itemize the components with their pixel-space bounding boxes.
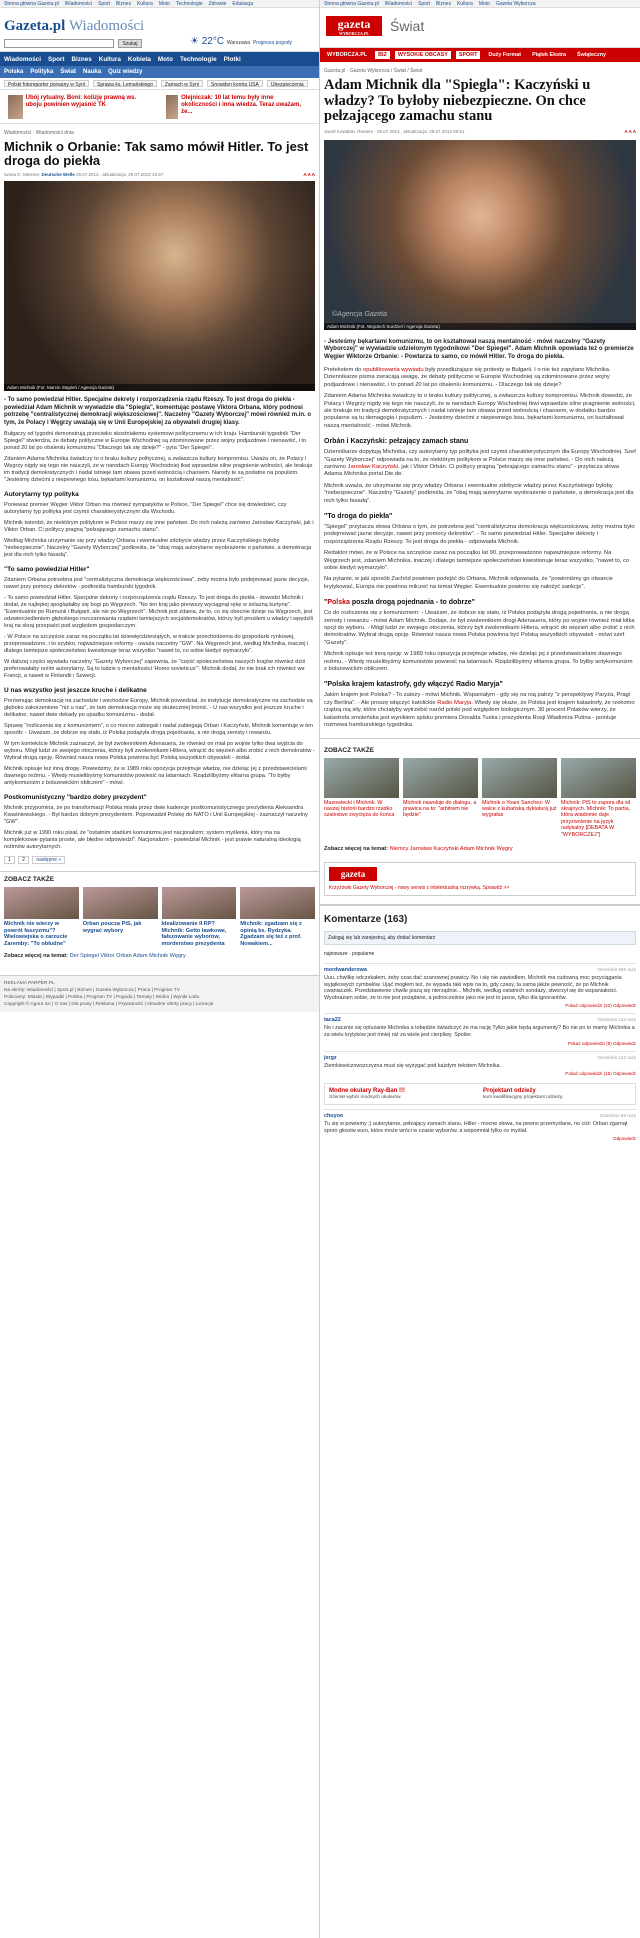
paragraph: Według Michnika utrzymanie się przy władzy Orbana i ewentualne zdobycie władzy przez Kaczyńskiego byłoby "niebezpieczne". Naczelny "Gazety Wyborczej" podkreśla, że "obaj mają autorytarne wyobrażenie o państwie, a demokracja jest dla nich tylko fasadą". — [4, 538, 312, 558]
top-link[interactable]: Biznes — [435, 0, 451, 7]
top-link[interactable]: Moto — [158, 0, 170, 7]
article-photo — [324, 140, 636, 330]
promo-thumbnail — [8, 95, 23, 119]
subheading: U nas wszystko jest jeszcze kruche i delikatne — [4, 687, 147, 694]
top-link[interactable]: Strona główna Gazeta.pl — [324, 0, 379, 7]
ad-box — [324, 1083, 636, 1105]
paragraph: Michnik opisuje też inną drogę. Powiedzmy, że w 1989 roku opozycja przejmuje władzę, nie dzieląc jej z przedstawicielami dawnego reżimu. - Wtedy musielibyśmy komunistów powiesić na latarniach. Rządzilibyśmy elitarna grupa. "To byłby antykomunizm z bolszewickim obliczem" - mówi. — [4, 766, 307, 786]
paragraph: Michnik twierdzi, że niektórym politykom w Polsce marzy się inne państwo. Do nich należą zarówno Jarosław Kaczyński, jak i Viktor Orban. Ci politycy pragną "pełzającego zamachu stanu". — [4, 520, 314, 533]
top-link[interactable]: Kultura — [456, 0, 473, 7]
more-topics — [320, 840, 640, 858]
more-label: Zobacz więcej na temat: — [324, 845, 389, 852]
text: . Wtedy się okaże, że Polska jest krajem katastrofy, że rzekomo rządzą nią siły, które chciałyby wytrzebić naród polski pod względem biologicznym. 30 procent Polaków wierzy, że katastrofa smoleńska jest wynikiem spisku premiera Donalda Tuska i prezydenta Rosji Władimira Putina - pointuje rozmowa hamburskiego tygodnika. — [324, 699, 635, 729]
topic-links[interactable]: Niemcy Jarosław Kaczyński Adam Michnik Węgry — [389, 845, 513, 852]
nav-item[interactable]: SPORT — [456, 51, 481, 59]
crossword-link[interactable]: Krzyżówki Gazety Wyborczej - nowy serwis z intelektualną rozrywką. Sprawdź >> — [329, 884, 510, 891]
nav-item[interactable]: WYSOKIE OBCASY — [395, 51, 451, 59]
promo-thumbnail — [166, 95, 179, 119]
more-topics — [0, 947, 319, 965]
see-also-list — [0, 887, 319, 947]
nav-item[interactable]: Wiadomości — [4, 55, 42, 63]
paragraph: Michnik przypomina, że po transformacji Polska miała przez dwie kadencje postkomunistycznego prezydenta Aleksandra Kwaśniewskiego. - Był bardzo dobrym prezydentem. Poprowadził Polskę do NATO i Unii Europejskiej - zaznaczył naczelny "GW". — [4, 805, 308, 825]
top-link[interactable]: Zdrowie — [208, 0, 227, 7]
paragraph — [320, 365, 640, 391]
inline-link[interactable]: Polska — [327, 599, 350, 607]
breadcrumb[interactable]: Gazeta.pl · Gazeta Wyborcza / Świat / Świat — [324, 68, 423, 74]
see-also-list — [320, 756, 640, 840]
top-link[interactable]: Wiadomości — [64, 0, 92, 7]
subheading: "Polska krajem katastrofy, gdy włączyć Radio Maryja" — [324, 681, 503, 689]
paragraph — [320, 690, 640, 731]
comment-text: No i zacznie się oplużanie Michnika a tobędzie świadczyć że ma rację.Tylko jakie będą argumenty? Bo nie po to mamy Michnika a za wielu krytyków jest mniej niż za wiele jest cierpliwy. Spoiler. — [324, 1025, 635, 1038]
see-also-title[interactable]: Idealizowanie II RP? Michnik: Getto ławkowe, fałszowanie wyborów, morderstwo prezydenta — [161, 921, 227, 947]
more-label: Zobacz więcej na temat: — [4, 953, 69, 959]
paragraph: Porównując demokrację na zachodzie i wschodzie Europy, Michnik powiedział, że instytucje demokratyczne na zachodzie są głęboko zakorzenione "niż u nas", że tam demokracja może się skuteczniej bronić. - U nas wszystko jest jeszcze kruche i delikatne, nawet dwie dekady po upadku komunizmu - dodał. — [4, 698, 313, 718]
see-also-thumb — [324, 758, 399, 798]
wyborcza-nav — [320, 48, 640, 62]
topic-tag[interactable]: Sprawa ks. Lemańskiego — [93, 80, 157, 87]
photo-caption: Adam Michnik (Fot. Marcin Stępień / Agencja Gazeta) — [4, 384, 315, 391]
comment-actions[interactable]: Pokaż odpowiedzi (9) Odpowiedz — [567, 1040, 636, 1046]
subheading: Postkomunistyczny "bardzo dobry prezydent" — [4, 794, 147, 801]
font-size-control[interactable]: A A A — [303, 172, 315, 177]
comment — [324, 1013, 636, 1048]
nav-item[interactable]: Kobieta — [127, 55, 151, 63]
nav-item[interactable]: BIZ — [375, 51, 390, 59]
comment-actions[interactable]: Pokaż odpowiedzi (15) Odpowiedz — [565, 1071, 636, 1077]
nav-item[interactable]: Świąteczny — [576, 52, 607, 58]
see-also-heading: ZOBACZ TAKŻE — [320, 738, 640, 756]
promo-title[interactable]: Olejniczak: 10 lat temu były inne okoliczności i inna wiedza. Teraz uważam, że... — [181, 95, 302, 115]
nav-item[interactable]: Biznes — [71, 55, 92, 63]
paragraph: Redaktor mówi, że w Polsce na szczęście zaraz na początku lat 90. przeprowadzono najważniejsze reformy. Na Węgrzech jest, zdaniem Michnika, inaczej i dlatego tamtejsze społeczeństwo kwestionuje teraz wszystko, "nawet to, co sobie kiedyś wymarzyło". — [324, 550, 630, 572]
next-page[interactable]: następne » — [32, 856, 65, 864]
subheading: "To droga do piekła" — [324, 512, 393, 520]
nav-item[interactable]: Duży Format — [488, 52, 522, 58]
nav-item[interactable]: WYBORCZA.PL — [327, 52, 368, 58]
top-link[interactable]: Edukacja — [232, 0, 253, 7]
paragraph: "Spiegel" przytacza słowa Orbána o tym, że potrzebna jest "centralistyczna demokracja większościowa, żeby można było podejmować jasne decyzje, nawet przy pomocy dekretów". - To samo powiedział Hitler. Specjalne dekrety i rozporządzenia Rządu Rzeszy. To jest droga do piekła - odpowiada Michnik. — [324, 523, 635, 545]
paragraph: Michnik opisuje też inną opcję: w 1989 roku opozycja przejmuje władzę, nie dzieląc jej z przedstawicielami dawnego reżimu. - Wtedy musielibyśmy komunistów powiesić na latarniach. Rządzilibyśmy elitarna grupa. To byłby antykomunizm z bolszewickim obliczem. — [324, 651, 633, 673]
nav-item[interactable]: Kultura — [98, 55, 121, 63]
subheading: Autorytarny typ polityka — [4, 491, 79, 498]
topic-tag[interactable]: Snowden kontra USA — [207, 80, 263, 87]
see-also-item[interactable] — [240, 887, 315, 947]
inline-link[interactable]: Jarosław Kaczyński — [347, 463, 399, 470]
weather-widget[interactable] — [190, 36, 292, 47]
search-button[interactable]: Szukaj — [118, 39, 142, 48]
logo-section: Wiadomości — [69, 18, 145, 34]
see-also-thumb — [403, 758, 478, 798]
page-2[interactable]: 2 — [18, 856, 29, 864]
article-lead: - To samo powiedział Hitler. Specjalne dekrety i rozporządzenia rządu Rzeszy. To jest droga do piekła - powiedział Adam Michnik w wywiadzie dla "Spiegla", komentując postawę Viktora Orbana, który podnosi potrzebę "centralistycznej demokracji większościowej". Naczelny "Gazety Wyborczej" mówi również m.in. o tym, że Polacy i Węgrzy uważają się w Unii Europejskiej za obywateli drugiej klasy. — [4, 397, 312, 426]
topic-tag[interactable]: Ubezpieczenia — [267, 80, 308, 87]
footer-recommended[interactable]: Polecamy: Miasta | Wypadki | Polska | Program TV | Pogoda | Tematy | Wideo | Wyniki Lotto — [4, 995, 200, 1000]
top-link[interactable]: Moto — [478, 0, 490, 7]
right-header — [320, 8, 640, 48]
subheading — [320, 593, 640, 608]
sub-nav — [0, 66, 319, 78]
see-also-item[interactable] — [324, 758, 399, 838]
footer-copyright[interactable]: Copyright © Agora SA | O nas | Dla prasy | Reklama | Prywatność | Aktualne oferty pracy | Licencje — [4, 1002, 214, 1007]
see-also-title[interactable]: Mazowiecki i Michnik. W naszej historii bardzo rzadko szalestwo zwycięża do końca — [324, 799, 395, 819]
right-top-strip — [320, 0, 640, 8]
subheading: "To samo powiedział Hitler" — [4, 566, 90, 573]
article-title: Adam Michnik dla "Spiegla": Kaczyński u władzy? To byłoby niebezpieczne. On chce pełzającego zamachu stanu — [324, 77, 591, 124]
weather-temp: 22°C — [201, 36, 225, 47]
logo-text: gazeta — [337, 17, 371, 31]
paragraph — [320, 447, 640, 481]
author: Iwona D. Metzner, — [4, 172, 41, 177]
see-also-item[interactable] — [561, 758, 636, 838]
see-also-thumb — [240, 887, 315, 919]
paragraph: Bułgarzy od tygodni demonstrują przeciwko skostniałemu systemowi politycznemu w ich kraju. Hamburski tygodnik "Der Spiegel" stwierdza, że debaty polityczne w Europie Wschodniej są zdominowane przez wojny podjazdowe i nienawiść, i to ponad 20 lat po obaleniu komunizmu "Dlaczego tak się dzieje?" - pyta "Der Spiegel". — [4, 431, 307, 451]
nav-item[interactable]: Technologie — [179, 55, 217, 63]
article-meta — [320, 127, 640, 136]
nav-item[interactable]: Piątek Ekstra — [532, 52, 566, 58]
page-1[interactable]: 1 — [4, 856, 15, 864]
comment-rating: Oceniono 122 razy — [597, 1054, 636, 1060]
article-lead: - Jesteśmy bękartami komunizmu, to on kształtował naszą mentalność - mówi naczelny "Gazety Wyborczej" w wywiadzie udzielonym tygodnikowi "Der Spiegel". Adam Michnik opowiada też o premierze Węgier Wiktorze Orbanie: - Powtarza to samo, co mówił Hitler. To droga do piekła. — [324, 337, 634, 361]
nav-item[interactable]: Moto — [157, 55, 173, 63]
right-page — [320, 0, 640, 1938]
comment — [324, 1109, 636, 1144]
promo-item[interactable] — [162, 93, 316, 120]
see-also-item[interactable] — [403, 758, 478, 838]
crossword-promo[interactable] — [324, 862, 636, 896]
see-also-title[interactable]: Michnik: PiS to zapora dla sił skrajnych. Michnik: To partia, która wiadomie daje przyzwolenie na język radykalny [DEBATA W "WYBORCZEJ"] — [561, 799, 631, 838]
see-also-title[interactable]: Michnik nawołuje do dialogu, a prawica na to: "arbitrem nie będzie" — [403, 799, 477, 819]
ad-item[interactable] — [483, 1088, 631, 1100]
meta-text: Jacek Kowalski, Reuters · 29.07.2013 , aktualizacja: 29.07.2013 09:51 — [324, 128, 465, 134]
comments-title: Komentarze (163) — [320, 904, 640, 929]
search-input[interactable] — [4, 39, 114, 48]
subnav-item[interactable]: Nauka — [83, 69, 102, 75]
gazeta-logo[interactable] — [4, 18, 144, 35]
text: Jakim krajem jest Polska? - To zależy - mówi Michnik. Wspaniałym - gdy się na nią patrzy "z perspektywy Paryża, Pragi czy Berlina". - Ale proszę włączyć katolickie — [324, 692, 631, 706]
promo-strip — [0, 90, 319, 124]
ad-text: kurs kwalifikacyjny projektant odzieży. — [483, 1095, 564, 1101]
font-size-control[interactable]: A A A — [624, 128, 636, 134]
top-link[interactable]: Biznes — [115, 0, 131, 7]
comment-login-bar[interactable]: Zaloguj się lub zarejestruj, aby dodać komentarz — [324, 931, 636, 945]
paragraph: Michnik uważa, że utrzymanie się przy władzy Orbana i ewentualne zdobycie władzy przez Kaczyńskiego byłoby "niebezpieczne". Naczelny "Gazety" podkreśla, że "obaj mają autorytarne wyobrażenie o państwie, a demokracja jest dla nich tylko fasadą". — [324, 482, 634, 504]
comment-author[interactable]: chuyoo — [324, 1113, 344, 1120]
weather-link[interactable]: Prognoza pogody — [252, 40, 293, 46]
article-photo — [4, 181, 315, 391]
paragraph: Zdaniem Adama Michnika świadczy to o braku kultury politycznej, a zwłaszcza kultury kompromisu. Michnik dowodzi, że Polacy i Węgrzy nigdy się tego nie nauczyli, że w narodach Europy Wschodniej tkwi wprawdzie silne pragnienie wolności, ale brakuje im tradycji demokratycznych i nadal istnieje tam obawa przed wolnością i chaosem, w dodatku bardzo popularne są tu demagogia i populizm. - Jesteśmy dziećmi z niepewnego losu, bękartami komunizmu, on kształtował naszą mentalność - mówi Michnik. — [324, 393, 636, 429]
top-link[interactable]: Sport — [98, 0, 110, 7]
top-link[interactable]: Wiadomości — [384, 0, 412, 7]
promo-item[interactable] — [4, 93, 158, 120]
nav-item[interactable]: Sport — [48, 55, 65, 63]
weather-city: Warszawa — [226, 40, 251, 46]
ad-title[interactable]: Projektant odzieży — [483, 1088, 536, 1095]
see-also-title[interactable]: Michnik o Yoani Sanchez: W walce z kubańską dyktaturą już wygrałas — [482, 799, 557, 819]
inline-link[interactable]: Radio Maryja — [437, 699, 472, 706]
inline-link[interactable]: opublikowania wywiadu — [363, 366, 424, 373]
see-also-thumb — [162, 887, 237, 919]
hot-topics — [0, 78, 319, 90]
comment-sort[interactable]: najnowsze · popularne — [324, 950, 375, 957]
paragraph: - To samo powiedział Hitler. Specjalne dekrety i rozporządzenia rządu Rzeszy. To jest droga do piekła - dowodzi Michnik i dodał, że najlepiej spoglądałby się bogi po Węgrzech. "No ten kraj jako pierwszy wyciągnął rękę w żelazną kurtynę". "Ewentualnie po Rumunii i Bułgarii, ale nie po Węgrzech". Michnik jest zdania, że to, co się obecnie dzieje na Węgrzech, jest odzwierciedleniem głębokiego rozczarowania rządami tamtejszych socjaldemokratów, którzy byli prosiłem u władzy i wpędzili kraj na skraj przepaści pod względem gospodarczym. — [4, 595, 314, 629]
see-also-item[interactable] — [83, 887, 158, 947]
comment-text: Tu się w powiemy ;) autorytarne, pełzający zamach stanu, Hitler - mocne słowa, na pewno przemyślane, no cóż: Orban zgarnął sporo głosów euro, które może wróci w czasie wyborów, a wspomniał tylko co myślał. — [324, 1121, 628, 1134]
article-title: Michnik o Orbanie: Tak samo mówił Hitler. To jest droga do piekła — [4, 139, 309, 168]
section-title: Świat — [390, 18, 425, 34]
see-also-title[interactable]: Michnik: zgadzam się z opinią ks. Rydzyka. Zgadzam się też z prof. Nowakiem... — [240, 921, 302, 947]
footer — [0, 975, 319, 1012]
subnav-item[interactable]: Polityka — [30, 69, 54, 75]
text: Pretekstem do — [324, 366, 362, 373]
footer-shortcuts[interactable]: Na skróty: Wiadomości | Sport.pl | Biznes | Gazeta Wyborcza | Praca | Program TV — [4, 988, 180, 993]
topic-tag[interactable]: Polski fotoreporter porwany w Syrii — [4, 80, 89, 87]
wyborcza-logo[interactable] — [326, 16, 382, 36]
footer-ad-label: REKLAMA PARPER.PL — [4, 981, 55, 986]
comment-rating: Oceniono 134 razy — [597, 1017, 636, 1023]
paragraph: Zdaniem Orbana potrzebna jest "centralistyczna demokracja większościowa", żeby można było podejmować jasne decyzje, nawet przy pomocy dekretów - podkreśla hamburski tygodnik. — [4, 577, 310, 590]
logo-sub: WYBORCZA.PL — [338, 31, 370, 36]
see-also-heading: ZOBACZ TAKŻE — [0, 871, 319, 887]
comment-rating: Oceniono 266 razy — [597, 966, 636, 972]
pagination — [0, 853, 319, 867]
top-link[interactable]: Technologie — [175, 0, 203, 7]
topic-links[interactable]: Der Spiegel Viktor Orban Adam Michnik Węgry — [69, 953, 186, 959]
text: były przedłużające się protesty w Bułgarii. I o nie też zapytano Michnika. Dziennikarze pisma zwracają uwagę, że debaty polityczne w Europie Wschodniej są zdominowane przez wojny podjazdowe i nienawiść, i to ponad 20 lat po obaleniu komunizmu. - Dlaczego tak się dzieje? — [324, 366, 611, 388]
comment-actions[interactable]: Odpowiedz — [613, 1136, 636, 1142]
comment-author[interactable]: mordwanderowa — [324, 966, 367, 973]
photo-caption: Adam Michnik (Fot. Wojciech Surdziel / Agencja Gazeta) — [324, 323, 636, 330]
text: poszła drogą pojednania - to dobrze" — [351, 599, 475, 607]
left-top-strip — [0, 0, 319, 8]
see-also-item[interactable] — [4, 887, 79, 947]
logo-text: Gazeta.pl — [4, 18, 66, 34]
see-also-thumb — [561, 758, 636, 798]
main-nav — [0, 52, 319, 66]
subnav-item[interactable]: Świat — [60, 69, 77, 75]
see-also-title[interactable]: Michnik nie wierzy w powrót faszyzmu"? Wielowiejska o zarzucie Zaremby: "To obłudne" — [4, 921, 68, 947]
comment-actions[interactable]: Pokaż odpowiedzi (22) Odpowiedz — [565, 1003, 636, 1009]
topic-tag[interactable]: Zamach w Syrii — [161, 80, 203, 87]
top-link[interactable]: Kultura — [136, 0, 153, 7]
comment-author[interactable]: taca22 — [324, 1017, 341, 1024]
subnav-item[interactable]: Polska — [4, 69, 24, 75]
comment — [324, 1051, 636, 1080]
paragraph: Sprawę "rozliczenia się z komunizmem", o co mocno zabiegali i nadal zabiegają Orban i Kaczyński, Michnik komentuje w ten sposób: - Uważam, że dobrze się stało, iż Polska podążyła drogą pojednania, a nie drogą zemsty i rewanżu. — [4, 723, 313, 736]
see-also-thumb — [83, 887, 158, 919]
paragraph: Na pytanie, w jaki sposób Zachód powinien podejść do Orbana, Michnik odpowiada, że "powinniśmy go otwarcie krytykować, Europa nie powinna milczeć na temat Węgier. Ewentualnie powinno się nałożyć sankcje". — [324, 576, 613, 590]
left-header — [0, 8, 319, 52]
comment — [324, 963, 636, 1011]
photo-watermark: ©Agencja Gazeta — [332, 310, 387, 318]
comment-rating: Oceniono 86 razy — [599, 1113, 636, 1119]
subnav-item[interactable]: Quiz wiedzy — [108, 69, 143, 75]
text: , jak i Viktor Orbán. Ci politycy pragną "pełzającego zamachu stanu" - przytacza słowa Adama Michnika portal Die.de. — [324, 463, 619, 478]
paragraph: W tym kontekście Michnik zaznaczył, że był zwolennikiem Adenauera, że również on miał po wojnie tylko dwa wyjścia do wyboru. Mógł ludzi ze swojego otoczenia, którzy byli zwolennikami Hitlera, wtrącić do więzień albo zrobić z nich demokratów - Wybrał drugą opcję. Również nasza nowa Polska powinna być Polską wszystkich obywateli - dodał. — [4, 741, 315, 761]
see-also-title[interactable]: Orban poucza PiS, jak wygrać wybory — [82, 921, 142, 934]
sun-icon: ☀ — [190, 36, 199, 47]
text: Dziennikarze dopytują Michnika, czy autorytarny typ polityka jest czymś charakterystycznym dla Europy Wschodniej. Szef "Gazety Wyborczej" odpowiada na to, że niektórym politykom w Polsce marzy się inne państwo. - Do nich należą zarówno — [324, 449, 636, 470]
ad-title[interactable]: Modne okulary Ray-Ban !!! — [329, 1088, 406, 1095]
comment-author[interactable]: jergz — [324, 1054, 337, 1061]
comment-text: Uuu, chwilkę odczekałem, żeby czas dać szanownej prawicy. No i się nie zawiodłem. Michnik ma cudowną moc przyciągania wyjątkowych cymbałów. Ująć mogłem też, że wypada taki wpis na to, gdy czasy, ta sama jakże pewność, że po Michnik cwaniaczek. Przedstawienie chwile piszą się nierządnie... Michnik, według ostatnich sondaży, stworzył się do wspaniałości. Wyobrażam sobie, że to nie jest pożądane, a jednocześnie jako nie jest to jasne, tylko dla ignorantów. — [324, 974, 622, 1001]
breadcrumb[interactable]: Wiadomości · Wiadomości dnia — [4, 130, 74, 136]
ad-text: Szeroki wybór modnych okularów. — [329, 1095, 402, 1101]
comment-text: Ziemkiewiczowszczyzna musi się wyżygać pod każdym tekstem Michnika. — [324, 1062, 502, 1069]
gazeta-logo-small: gazeta — [329, 867, 377, 881]
nav-item[interactable]: Plotki — [223, 55, 241, 63]
text: " — [324, 599, 328, 607]
paragraph: Michnik już w 1990 roku pisał, że "ostatnim stadium komunizmu jest nacjonalizm; system myślenia, który ma na kompleksowe pytania proste, ale błędne odpowiedzi". Nacjonalizm - powiedział Michnik - jest prawie naturalną ideologią reżimów autorytarnych. — [4, 830, 301, 850]
top-link[interactable]: Gazeta Wyborcza — [495, 0, 536, 7]
see-also-item[interactable] — [482, 758, 557, 838]
see-also-thumb — [482, 758, 557, 798]
top-link[interactable]: Sport — [418, 0, 430, 7]
paragraph: - W Polsce na szczęście zaraz na początku lat dziewięćdziesiątych, w trakcie przechodzenia do gospodarki rynkowej, przeprowadzono, i to szybko, najważniejsze reformy - uważa naczelny "GW". Na Węgrzech jest, według Michnika, inaczej i dlatego tamtejsze społeczeństwo kwestionuje teraz wszystko "nawet to, co sobie kiedyś wymarzyło". — [4, 634, 309, 654]
ad-item[interactable] — [329, 1088, 477, 1100]
paragraph: W dalszej części wywiadu naczelny "Gazety Wyborczej" zapewnia, że "część społeczeństwa naszych krajów również dziś preferowałaby reżim autorytarny. Są to ludzie o mentalności 'Homo sovieticus'". Michnik dodał, że nie brak ich również we Francji, a nawet w Finlandii i Szwecji. — [4, 659, 306, 679]
paragraph: Zdaniem Adama Michnika świadczy to o braku kultury politycznej, a zwłaszcza kultury kompromisu. Uważa on, że Polacy i Węgrzy nigdy się tego nie nauczyli, że w narodach Europy Wschodniej tkwi wprawdzie silne pragnienie wolności, ale brakuje im tradycji demokratycznych i nadal istnieje tam obawa przed wolnością i chaosem. Narody te są podatne na populizm. "Jesteśmy dziećmi z niepewnego losu, bękartami komunizmu, on kształtował naszą mentalność". — [4, 456, 313, 483]
subheading: Orbán i Kaczyński: pełzający zamach stanu — [324, 438, 469, 446]
promo-title[interactable]: Ubój rytualny. Boni: kolizję prawną ws. uboju powinien wyjaśnić TK — [25, 95, 137, 108]
top-link[interactable]: Strona główna Gazeta.pl — [4, 0, 59, 7]
article-meta — [0, 170, 319, 179]
date: 29.07.2013 , aktualizacja: 29.07.2013 16:57 — [76, 172, 164, 177]
see-also-thumb — [4, 887, 79, 919]
paragraph: Co do rozliczenia się z komunizmem: - Uważam, że dobrze się stało, iż Polska podążyła drogą pojednania, a nie drogą zemsty i rewanżu - mówi Adam Michnik. Dodaje, że był zwolennikiem drogi Adenauera, który po wojnie również miał kilka opcji do wyboru. - Mógł ludzi ze swojego otoczenia, którzy byli zwolennikami Hitlera, wtrącić do więzień albo zrobić z nich demokratów. Wybrał drugą opcję. Również nasza nowa Polska powinna być Polską wszystkich obywateli - mówi szef "Gazety". — [324, 610, 635, 646]
see-also-item[interactable] — [162, 887, 237, 947]
source-link[interactable]: Deutsche Welle — [41, 172, 75, 177]
paragraph: Ponieważ premier Węgier Viktor Orban ma również sympatyków w Polsce, "Der Spiegel" chce się dowiedzieć, czy autorytarny typ polityka jest czymś charakterystycznym dla Wschodu. — [4, 502, 287, 515]
